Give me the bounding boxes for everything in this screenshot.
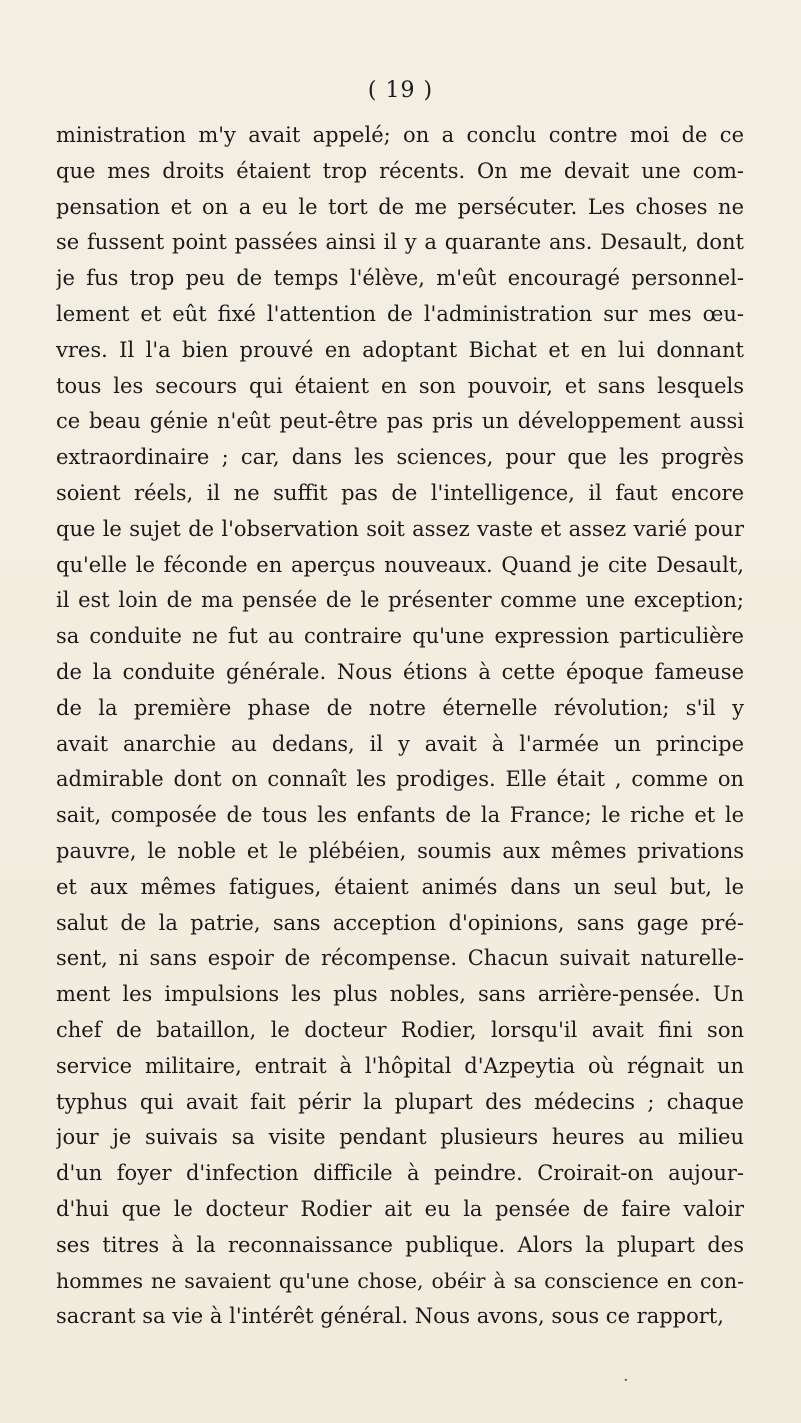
text-line: ment les impulsions les plus nobles, sans arrière-pensée. Un (56, 982, 744, 1007)
text-line: jour je suivais sa visite pendant plusieurs heures au milieu (56, 1125, 744, 1150)
text-line: ce beau génie n'eût peut-être pas pris un développement aussi (56, 409, 744, 434)
text-line: sent, ni sans espoir de récompense. Chacun suivait naturelle- (56, 946, 744, 971)
text-line: que le sujet de l'observation soit assez vaste et assez varié pour (56, 516, 744, 541)
text-line: et aux mêmes fatigues, étaient animés dans un seul but, le (56, 874, 744, 899)
text-line: que mes droits étaient trop récents. On me devait une com- (56, 158, 744, 183)
page-number: ( 19 ) (367, 78, 434, 103)
text-line: d'hui que le docteur Rodier ait eu la pensée de faire valoir (56, 1196, 744, 1221)
text-line: avait anarchie au dedans, il y avait à l'armée un principe (56, 731, 744, 756)
text-line: salut de la patrie, sans acception d'opinions, sans gage pré- (56, 910, 744, 935)
text-line: soient réels, il ne suffit pas de l'intelligence, il faut encore (56, 480, 744, 505)
text-line: vres. Il l'a bien prouvé en adoptant Bichat et en lui donnant (56, 337, 744, 362)
text-line: de la conduite générale. Nous étions à cette époque fameuse (56, 659, 744, 684)
text-line: de la première phase de notre éternelle révolution; s'il y (56, 695, 744, 720)
text-line: typhus qui avait fait périr la plupart des médecins ; chaque (56, 1089, 744, 1114)
text-line: hommes ne savaient qu'une chose, obéir à sa conscience en con- (56, 1268, 744, 1293)
text-line: extraordinaire ; car, dans les sciences, pour que les progrès (56, 445, 744, 470)
text-line: sacrant sa vie à l'intérêt général. Nous avons, sous ce rapport, (56, 1304, 724, 1329)
text-line: lement et eût fixé l'attention de l'administration sur mes œu- (56, 301, 744, 326)
text-line: pensation et on a eu le tort de me persécuter. Les choses ne (56, 194, 744, 219)
text-line: je fus trop peu de temps l'élève, m'eût encouragé personnel- (56, 266, 744, 291)
ink-speck: · (623, 1370, 629, 1391)
text-line: chef de bataillon, le docteur Rodier, lorsqu'il avait fini son (56, 1017, 744, 1042)
text-line: il est loin de ma pensée de le présenter comme une exception; (56, 588, 744, 613)
text-line: ses titres à la reconnaissance publique. Alors la plupart des (56, 1232, 744, 1257)
text-line: sait, composée de tous les enfants de la France; le riche et le (56, 803, 744, 828)
body-text (56, 118, 744, 1335)
text-line: ministration m'y avait appelé; on a conclu contre moi de ce (56, 123, 744, 147)
text-line: d'un foyer d'infection difficile à peindre. Croirait-on aujour- (56, 1161, 744, 1186)
text-line: se fussent point passées ainsi il y a quarante ans. Desault, dont (56, 230, 744, 255)
text-line: qu'elle le féconde en aperçus nouveaux. Quand je cite Desault, (56, 552, 744, 577)
text-line: tous les secours qui étaient en son pouvoir, et sans lesquels (56, 373, 744, 398)
text-line: pauvre, le noble et le plébéien, soumis aux mêmes privations (56, 838, 744, 863)
text-line: admirable dont on connaît les prodiges. Elle était , comme on (56, 767, 744, 792)
text-line: sa conduite ne fut au contraire qu'une expression particulière (56, 624, 744, 649)
text-line: service militaire, entrait à l'hôpital d'Azpeytia où régnait un (56, 1053, 744, 1078)
